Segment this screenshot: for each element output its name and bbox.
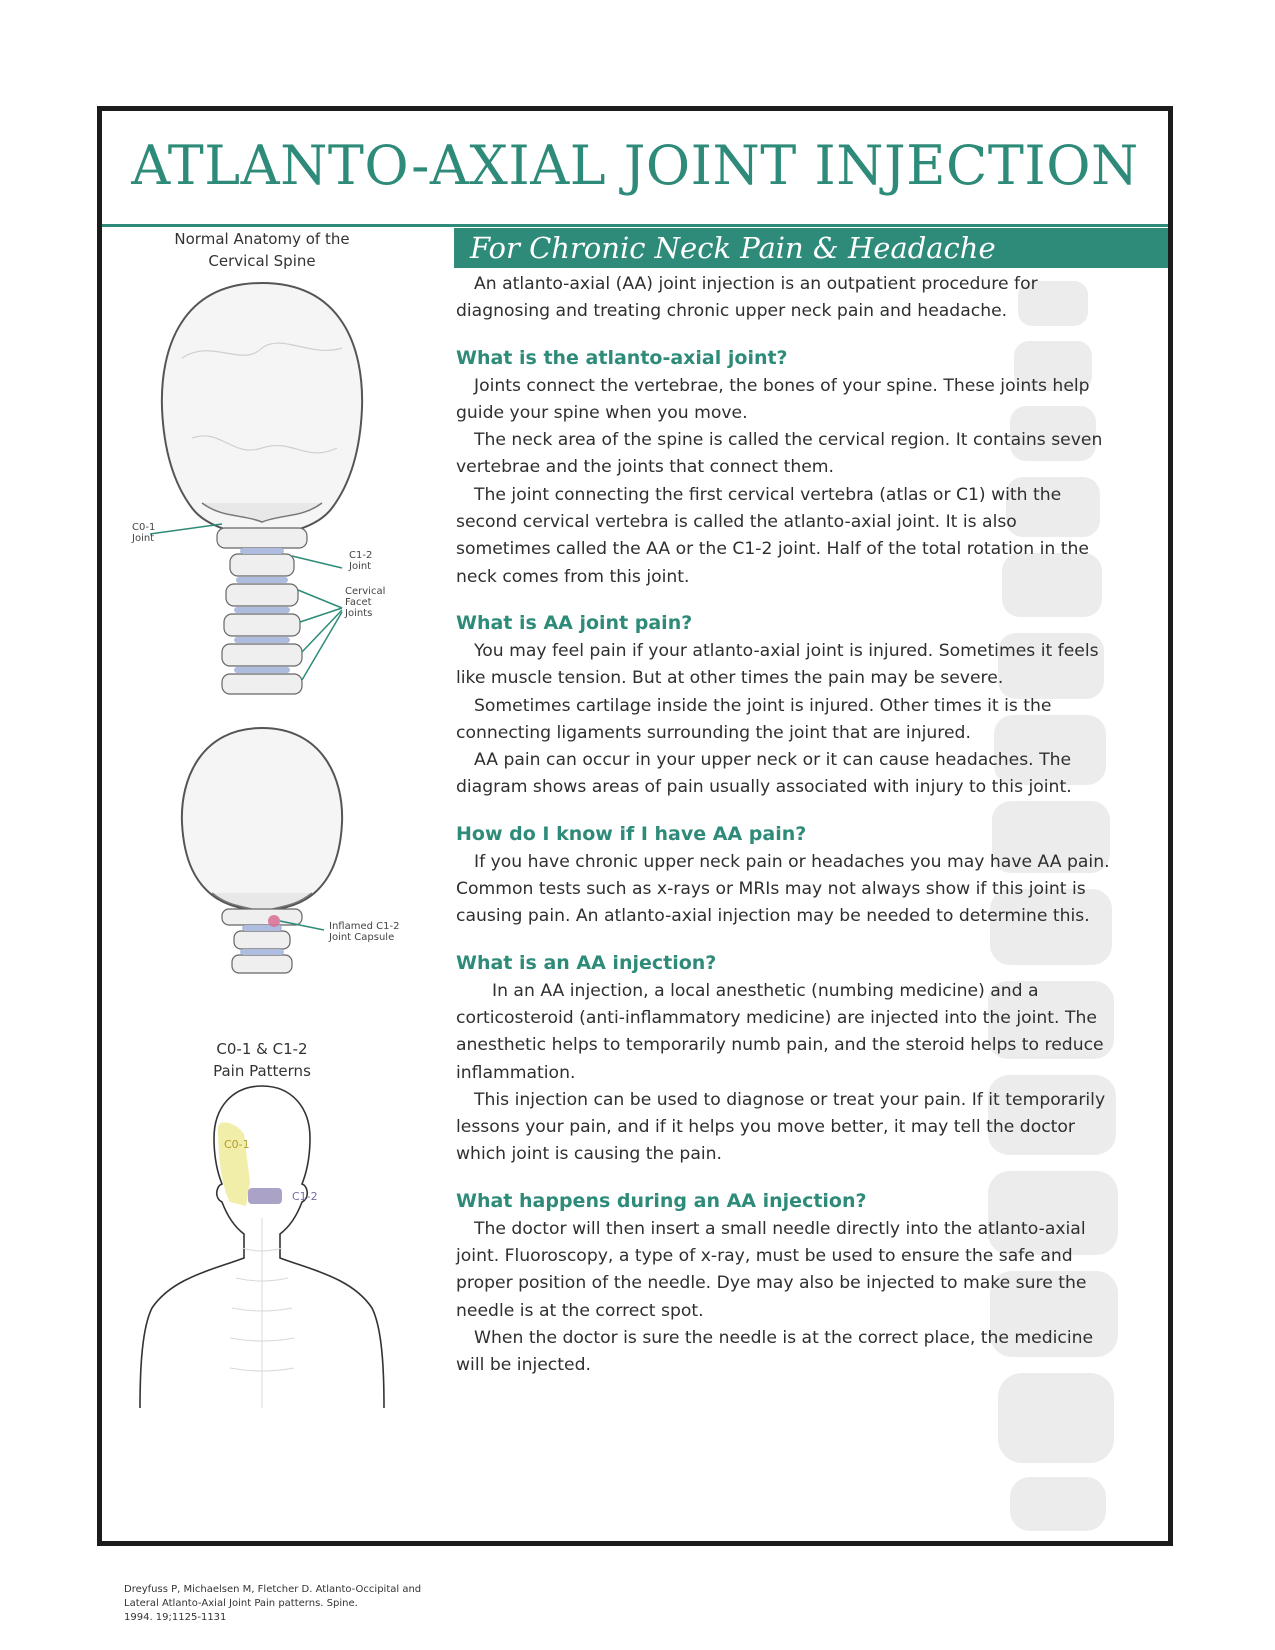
- citation: [124, 1583, 424, 1625]
- section-paragraph: The doctor will then insert a small needle directly into the atlanto-axial joint. Fluoroscopy, a type of x-ray, must be used to ensure the safe and proper position of the needle. Dye may also be injected to make sure the needle is at the correct spot.: [456, 1218, 1087, 1321]
- section-paragraph: Joints connect the vertebrae, the bones of your spine. These joints help guide your spine when you move.: [456, 375, 1090, 423]
- page-frame: [97, 106, 1173, 1623]
- zone-c01-label: C0-1: [224, 1138, 250, 1151]
- section-paragraph: You may feel pain if your atlanto-axial joint is injured. Sometimes it feels like muscle tension. But at other times the pain may be severe.: [456, 640, 1099, 689]
- label-line: C0-1: [132, 522, 156, 533]
- label-line: Joint Capsule: [329, 932, 395, 943]
- pain-pattern-illustration: [132, 1078, 402, 1408]
- section-paragraph: The neck area of the spine is called the cervical region. It contains seven vertebrae and the joints that connect them.: [456, 430, 1103, 478]
- label-line: C1-2: [349, 550, 373, 561]
- intro-paragraph: An atlanto-axial (AA) joint injection is an outpatient procedure for diagnosing and treating chronic upper neck pain and headache.: [456, 274, 1038, 322]
- section-paragraph: If you have chronic upper neck pain or headaches you may have AA pain. Common tests such as x-rays or MRIs may not always show if this joint is causing pain. An atlanto-axial injection may be needed to determine this.: [456, 851, 1110, 927]
- section-heading: What is AA joint pain?: [456, 611, 693, 634]
- label-line: Cervical: [345, 586, 386, 597]
- citation-line: Lateral Atlanto-Axial Joint Pain patterns. Spine.: [124, 1598, 358, 1609]
- label-facet-joints: [345, 586, 385, 619]
- patterns-caption: [162, 1038, 362, 1082]
- inflamed-joint-illustration: [162, 723, 362, 983]
- section-heading: What happens during an AA injection?: [456, 1189, 867, 1212]
- subtitle-banner: [454, 228, 1168, 268]
- section-paragraph: Sometimes cartilage inside the joint is injured. Other times it is the connecting ligaments surrounding the joint that are injured.: [456, 695, 1052, 743]
- page-subtitle: For Chronic Neck Pain & Headache: [470, 231, 996, 265]
- citation-line: 1994. 19;1125-1131: [124, 1612, 227, 1623]
- label-line: Joint: [132, 533, 155, 544]
- label-c12-joint: [349, 550, 372, 572]
- label-inflamed-capsule: [329, 921, 399, 943]
- patterns-caption-line: C0-1 & C1-2: [216, 1040, 308, 1058]
- label-line: Joint: [349, 561, 372, 572]
- anatomy-caption: [162, 228, 362, 272]
- title-rule: [102, 224, 1168, 227]
- section-heading: What is the atlanto-axial joint?: [456, 346, 788, 369]
- page-title: ATLANTO-AXIAL JOINT INJECTION: [131, 134, 1139, 197]
- section-paragraph: In an AA injection, a local anesthetic (numbing medicine) and a corticosteroid (anti-inflammatory medicine) are injected into the joint. The anesthetic helps to temporarily numb pain, and the steroid helps to reduce inflammation.: [456, 980, 1104, 1083]
- section-heading: What is an AA injection?: [456, 951, 717, 974]
- section-paragraph: When the doctor is sure the needle is at the correct place, the medicine will be injected.: [456, 1327, 1094, 1376]
- anatomy-caption-line: Normal Anatomy of the: [174, 230, 350, 248]
- section-paragraph: The joint connecting the first cervical vertebra (atlas or C1) with the second cervical vertebra is called the atlanto-axial joint. It is also sometimes called the AA or the C1-2 joint. Half of the total rotation in the neck comes from this joint.: [456, 484, 1089, 587]
- label-line: Inflamed C1-2: [329, 921, 400, 932]
- label-c01-joint: [132, 522, 155, 544]
- illustrations-column: [102, 228, 454, 1623]
- zone-c12-label: C1-2: [292, 1190, 318, 1203]
- label-line: Facet: [345, 597, 372, 608]
- anatomy-caption-line: Cervical Spine: [208, 252, 316, 270]
- section-heading: How do I know if I have AA pain?: [456, 822, 807, 845]
- section-paragraph: AA pain can occur in your upper neck or it can cause headaches. The diagram shows areas of pain usually associated with injury to this joint.: [456, 750, 1072, 798]
- section-paragraph: This injection can be used to diagnose or treat your pain. If it temporarily lessons your pain, and if it helps you move better, it may tell the doctor which joint is causing the pain.: [456, 1089, 1106, 1165]
- patterns-caption-line: Pain Patterns: [213, 1062, 311, 1080]
- cervical-spine-illustration: [122, 278, 442, 698]
- citation-line: Dreyfuss P, Michaelsen M, Fletcher D. Atlanto-Occipital and: [124, 1584, 422, 1595]
- label-line: Joints: [345, 608, 373, 619]
- main-content: [456, 271, 1116, 1380]
